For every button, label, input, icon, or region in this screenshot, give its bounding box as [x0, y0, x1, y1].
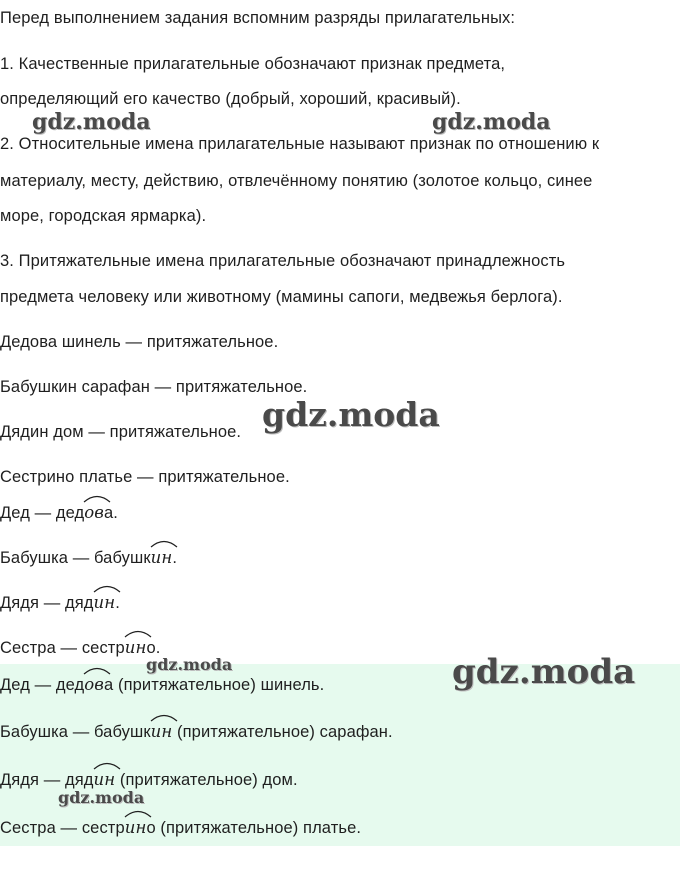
- derivation-ending: о.: [146, 639, 161, 657]
- suffix-mark: [94, 592, 116, 613]
- classification-line-4: Сестрино платье — притяжательное.: [0, 468, 290, 486]
- suffix-text: ов: [84, 503, 105, 522]
- suffix-arc-icon: [150, 712, 180, 722]
- rule-1-line-2: определяющий его качество (добрый, хороший, красивый).: [0, 90, 461, 108]
- answer-stem: Сестра — сестр: [0, 819, 125, 837]
- derivation-ending: .: [172, 549, 178, 567]
- derivation-stem: Бабушка — бабушк: [0, 549, 151, 567]
- answer-stem: Дед — дед: [0, 676, 85, 694]
- rule-2-line-2: материалу, месту, действию, отвлечённому понятию (золотое кольцо, синее: [0, 172, 593, 190]
- classification-line-2: Бабушкин сарафан — притяжательное.: [0, 378, 308, 396]
- suffix-text: ин: [124, 818, 147, 837]
- answer-line-1: [0, 674, 324, 695]
- watermark: gdz.moda: [32, 109, 151, 135]
- rule-2-line-3: море, городская ярмарка).: [0, 207, 207, 225]
- derivation-ending: .: [115, 594, 120, 612]
- derivation-stem: Дед — дед: [0, 504, 85, 522]
- derivation-stem: Сестра — сестр: [0, 639, 125, 657]
- answer-ending: (притяжательное) сарафан.: [172, 723, 393, 741]
- classification-line-1: Дедова шинель — притяжательное.: [0, 333, 279, 351]
- watermark: gdz.moda: [58, 788, 145, 807]
- suffix-text: ин: [150, 548, 173, 567]
- suffix-text: ин: [124, 638, 147, 657]
- suffix-mark: [125, 817, 147, 838]
- derivation-line-3: [0, 592, 120, 613]
- derivation-stem: Дядя — дяд: [0, 594, 94, 612]
- answer-line-3: [0, 769, 298, 790]
- rule-1-line-1: 1. Качественные прилагательные обозначают признак предмета,: [0, 55, 506, 73]
- answer-stem: Дядя — дяд: [0, 771, 94, 789]
- derivation-line-2: [0, 547, 177, 568]
- rule-3-line-2: предмета человеку или животному (мамины сапоги, медвежья берлога).: [0, 288, 563, 306]
- watermark: gdz.moda: [432, 109, 551, 135]
- answer-ending: о (притяжательное) платье.: [146, 819, 362, 837]
- suffix-mark: [84, 502, 104, 523]
- suffix-arc-icon: [150, 538, 180, 548]
- intro-text: Перед выполнением задания вспомним разряды прилагательных:: [0, 9, 516, 27]
- rule-3-line-1: 3. Притяжательные имена прилагательные обозначают принадлежность: [0, 252, 566, 270]
- derivation-ending: а.: [104, 504, 118, 522]
- derivation-line-4: [0, 637, 160, 658]
- answer-line-2: [0, 721, 393, 742]
- suffix-mark: [125, 637, 147, 658]
- suffix-mark: [94, 769, 116, 790]
- suffix-arc-icon: [93, 760, 123, 770]
- watermark: gdz.moda: [452, 652, 636, 692]
- suffix-arc-icon: [83, 493, 113, 503]
- suffix-text: ин: [93, 770, 116, 789]
- suffix-arc-icon: [124, 808, 154, 818]
- suffix-text: ин: [150, 722, 173, 741]
- classification-line-3: Дядин дом — притяжательное.: [0, 423, 242, 441]
- suffix-arc-icon: [83, 665, 113, 675]
- answer-ending: а (притяжательное) шинель.: [104, 676, 325, 694]
- watermark: gdz.moda: [146, 655, 233, 674]
- rule-2-line-1: 2. Относительные имена прилагательные называют признак по отношению к: [0, 135, 600, 153]
- answer-stem: Бабушка — бабушк: [0, 723, 151, 741]
- suffix-text: ов: [84, 675, 105, 694]
- suffix-mark: [84, 674, 104, 695]
- suffix-text: ин: [93, 593, 116, 612]
- watermark: gdz.moda: [262, 395, 440, 434]
- suffix-arc-icon: [93, 583, 123, 593]
- derivation-line-1: [0, 502, 118, 523]
- suffix-mark: [151, 547, 173, 568]
- answer-line-4: [0, 817, 361, 838]
- suffix-arc-icon: [124, 628, 154, 638]
- suffix-mark: [151, 721, 173, 742]
- answer-ending: (притяжательное) дом.: [115, 771, 298, 789]
